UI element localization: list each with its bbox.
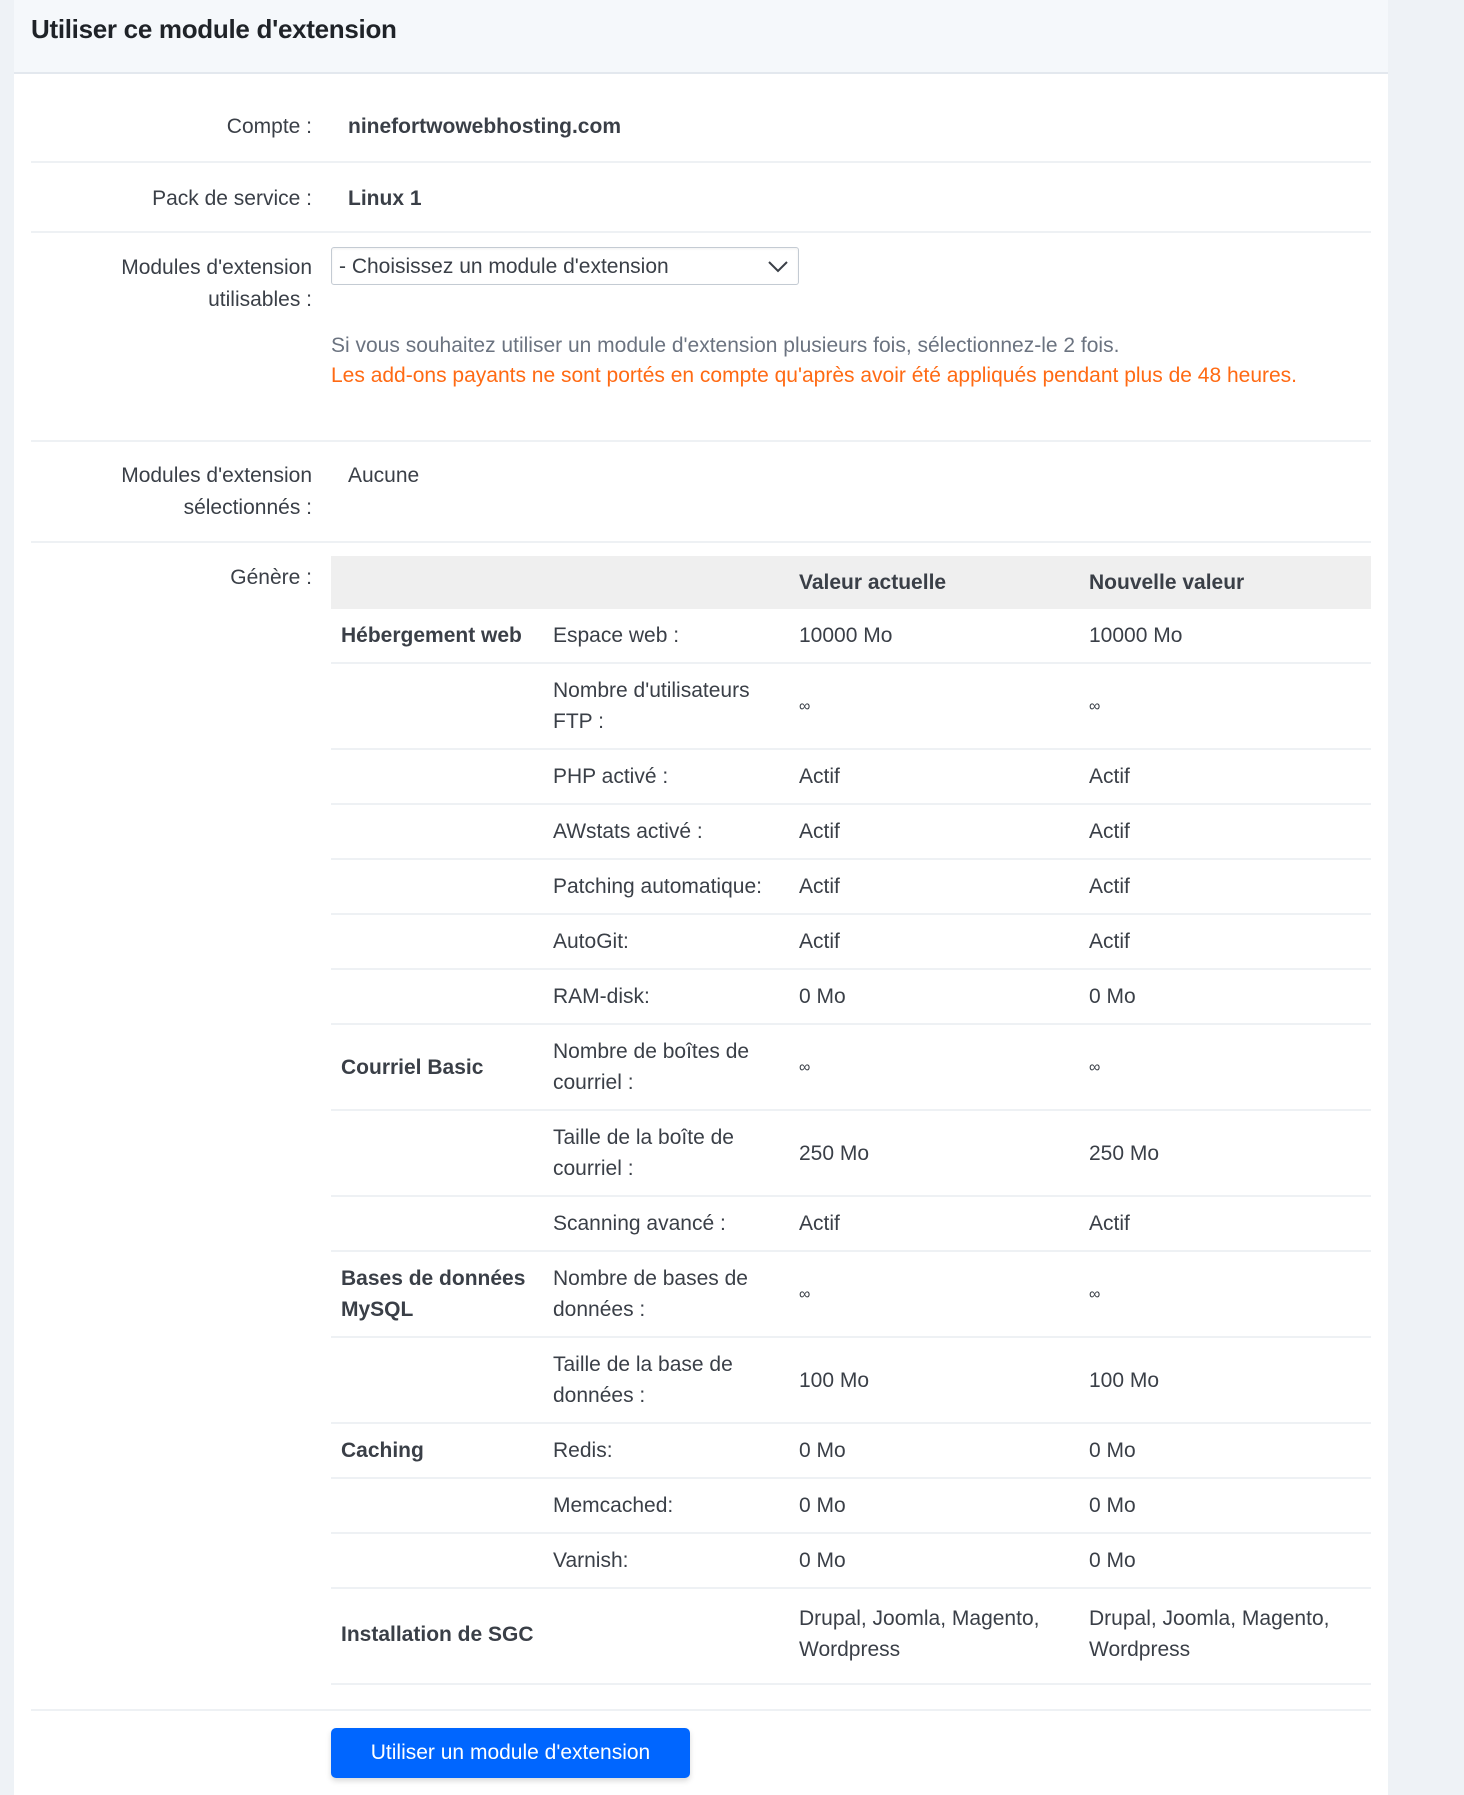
new-value: 0 Mo — [1081, 1423, 1371, 1478]
group-cell — [331, 749, 545, 804]
header-current: Valeur actuelle — [791, 556, 1081, 609]
current-value: 10000 Mo — [791, 609, 1081, 663]
addon-select[interactable] — [331, 247, 799, 285]
resource-label: Nombre de boîtes de courriel : — [545, 1024, 791, 1110]
new-value: 10000 Mo — [1081, 609, 1371, 663]
new-value: Actif — [1081, 804, 1371, 859]
account-value: ninefortwowebhosting.com — [348, 115, 621, 138]
current-value: 100 Mo — [791, 1337, 1081, 1423]
table-row — [331, 1110, 1371, 1196]
table-row — [331, 1251, 1371, 1337]
resource-label: PHP activé : — [545, 749, 791, 804]
resource-label: AWstats activé : — [545, 804, 791, 859]
current-value: Actif — [791, 1196, 1081, 1251]
table-row — [331, 1423, 1371, 1478]
resource-label: Patching automatique: — [545, 859, 791, 914]
group-cell: Bases de données MySQL — [331, 1251, 545, 1337]
new-value: ∞ — [1081, 663, 1371, 749]
warning-text: Les add-ons payants ne sont portés en compte qu'après avoir été appliqués pendant plus de 48 heures. — [331, 364, 1297, 387]
current-value: 0 Mo — [791, 1478, 1081, 1533]
table-row — [331, 1024, 1371, 1110]
table-header — [331, 556, 1371, 609]
group-cell — [331, 859, 545, 914]
table-row — [331, 1478, 1371, 1533]
header-label — [545, 556, 791, 609]
help-text: Si vous souhaitez utiliser un module d'extension plusieurs fois, sélectionnez-le 2 fois. — [331, 334, 1120, 357]
resource-label: AutoGit: — [545, 914, 791, 969]
table-row — [331, 859, 1371, 914]
new-value: Drupal, Joomla, Magento, Wordpress — [1081, 1588, 1371, 1684]
group-cell — [331, 1110, 545, 1196]
service-pack-value: Linux 1 — [348, 187, 422, 210]
new-value: 0 Mo — [1081, 969, 1371, 1024]
header-group — [331, 556, 545, 609]
table-row — [331, 1196, 1371, 1251]
resource-label: Scanning avancé : — [545, 1196, 791, 1251]
table-row — [331, 804, 1371, 859]
current-value: Actif — [791, 804, 1081, 859]
new-value: 100 Mo — [1081, 1337, 1371, 1423]
selected-addons-label: Modules d'extension sélectionnés : — [121, 464, 312, 519]
table-row — [331, 914, 1371, 969]
group-cell — [331, 663, 545, 749]
group-cell: Caching — [331, 1423, 545, 1478]
current-value: Actif — [791, 859, 1081, 914]
resource-label: RAM-disk: — [545, 969, 791, 1024]
current-value: Actif — [791, 914, 1081, 969]
table-row — [331, 1588, 1371, 1684]
current-value: 0 Mo — [791, 969, 1081, 1024]
header-new: Nouvelle valeur — [1081, 556, 1371, 609]
table-row — [331, 663, 1371, 749]
service-pack-label: Pack de service : — [152, 187, 312, 210]
new-value: ∞ — [1081, 1251, 1371, 1337]
new-value: Actif — [1081, 914, 1371, 969]
group-cell — [331, 1196, 545, 1251]
current-value: Drupal, Joomla, Magento, Wordpress — [791, 1588, 1081, 1684]
current-value: 250 Mo — [791, 1110, 1081, 1196]
resource-label: Nombre de bases de données : — [545, 1251, 791, 1337]
table-row — [331, 749, 1371, 804]
group-cell — [331, 1478, 545, 1533]
available-addons-label: Modules d'extension utilisables : — [121, 256, 312, 311]
current-value: 0 Mo — [791, 1423, 1081, 1478]
current-value: ∞ — [791, 663, 1081, 749]
chevron-down-icon — [768, 261, 788, 273]
current-value: Actif — [791, 749, 1081, 804]
table-row — [331, 969, 1371, 1024]
account-label: Compte : — [226, 115, 312, 138]
current-value: ∞ — [791, 1024, 1081, 1110]
table-row — [331, 609, 1371, 663]
new-value: Actif — [1081, 749, 1371, 804]
group-cell: Hébergement web — [331, 609, 545, 663]
account-row — [31, 73, 1371, 163]
group-cell — [331, 914, 545, 969]
use-addon-button[interactable]: Utiliser un module d'extension — [331, 1728, 690, 1778]
generates-label: Génère : — [230, 566, 312, 589]
group-cell — [331, 1533, 545, 1588]
new-value: Actif — [1081, 859, 1371, 914]
selected-addons-value: Aucune — [348, 464, 420, 487]
resource-label: Redis: — [545, 1423, 791, 1478]
resource-label: Taille de la base de données : — [545, 1337, 791, 1423]
resource-label: Nombre d'utilisateurs FTP : — [545, 663, 791, 749]
addon-help — [331, 331, 1361, 391]
new-value: ∞ — [1081, 1024, 1371, 1110]
resources-table — [331, 556, 1371, 1685]
new-value: Actif — [1081, 1196, 1371, 1251]
resource-label: Espace web : — [545, 609, 791, 663]
current-value: 0 Mo — [791, 1533, 1081, 1588]
table-row — [331, 1533, 1371, 1588]
page-title: Utiliser ce module d'extension — [31, 14, 397, 44]
table-row — [331, 1337, 1371, 1423]
group-cell — [331, 804, 545, 859]
new-value: 250 Mo — [1081, 1110, 1371, 1196]
resource-label — [545, 1588, 791, 1684]
group-cell — [331, 969, 545, 1024]
group-cell: Courriel Basic — [331, 1024, 545, 1110]
resource-label: Varnish: — [545, 1533, 791, 1588]
service-pack-row — [31, 161, 1371, 233]
group-cell: Installation de SGC — [331, 1588, 545, 1684]
group-cell — [331, 1337, 545, 1423]
current-value: ∞ — [791, 1251, 1081, 1337]
card-header — [14, 0, 1388, 74]
resource-label: Taille de la boîte de courriel : — [545, 1110, 791, 1196]
new-value: 0 Mo — [1081, 1533, 1371, 1588]
new-value: 0 Mo — [1081, 1478, 1371, 1533]
resource-label: Memcached: — [545, 1478, 791, 1533]
addon-select-value: - Choisissez un module d'extension — [339, 255, 669, 278]
selected-addons-row — [31, 440, 1371, 543]
